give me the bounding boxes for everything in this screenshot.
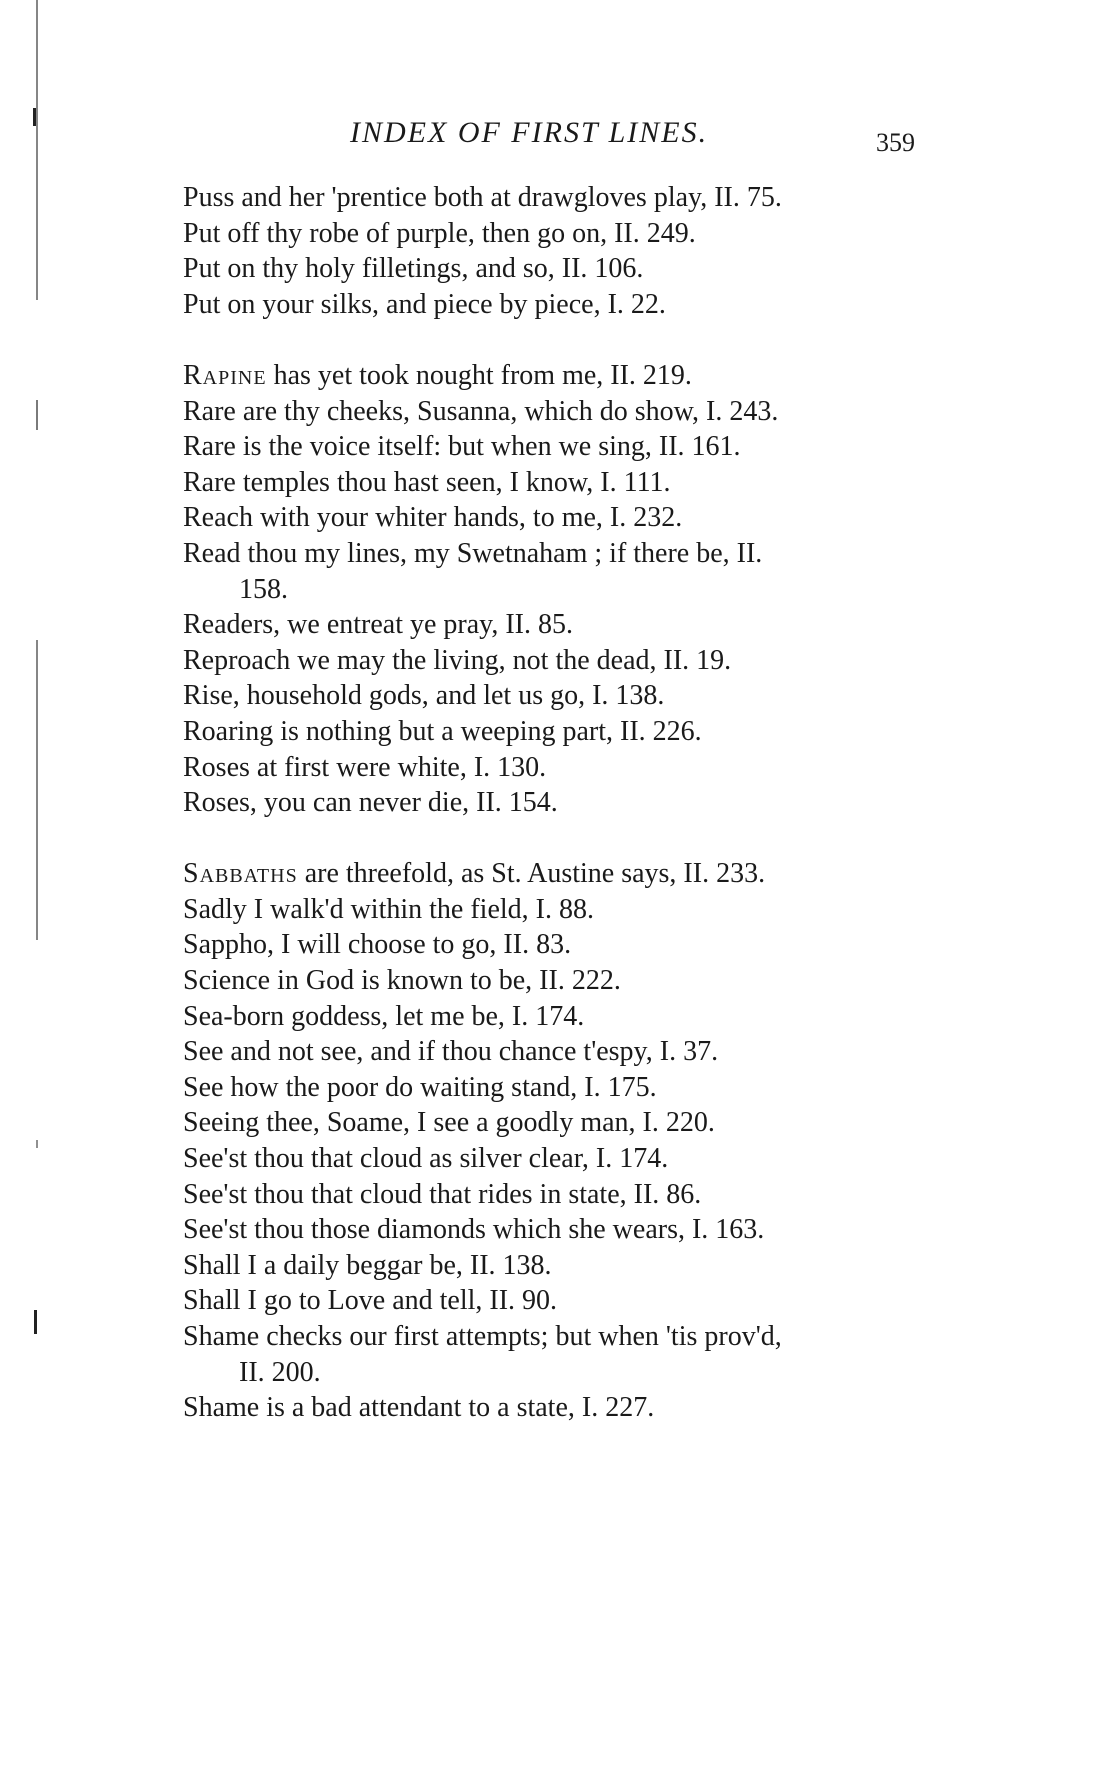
index-entry: Roaring is nothing but a weeping part, II. 226. — [183, 715, 702, 747]
index-entry-continuation: II. 200. — [239, 1356, 321, 1388]
margin-scan-mark — [36, 1140, 38, 1148]
index-entry: Reproach we may the living, not the dead, II. 19. — [183, 644, 732, 676]
margin-scan-mark — [33, 108, 36, 126]
margin-scan-mark — [36, 640, 38, 940]
index-entry: Read thou my lines, my Swetnaham ; if there be, II. — [183, 537, 763, 569]
index-entry: Sadly I walk'd within the field, I. 88. — [183, 893, 594, 925]
index-entry: See'st thou those diamonds which she wears, I. 163. — [183, 1214, 765, 1246]
section-gap — [183, 821, 943, 857]
page-number: 359 — [876, 128, 915, 157]
index-entry: Rise, household gods, and let us go, I. 138. — [183, 680, 665, 712]
entry-lead-word: Sabbaths — [183, 858, 298, 890]
index-entry: Sea-born goddess, let me be, I. 174. — [183, 1000, 585, 1032]
index-entry: Science in God is known to be, II. 222. — [183, 965, 621, 997]
entry-text: are threefold, as St. Austine says, II. 233. — [297, 858, 766, 890]
index-entry: Sappho, I will choose to go, II. 83. — [183, 929, 572, 961]
index-entry — [183, 856, 943, 892]
index-entry: Reach with your whiter hands, to me, I. 232. — [183, 502, 683, 534]
index-entry: Readers, we entreat ye pray, II. 85. — [183, 609, 574, 641]
index-entry: Rare are thy cheeks, Susanna, which do show, I. 243. — [183, 395, 779, 427]
index-entry: Shame checks our first attempts; but when 'tis prov'd, — [183, 1321, 782, 1352]
margin-scan-mark — [34, 1310, 37, 1334]
index-entry: Shall I go to Love and tell, II. 90. — [183, 1285, 558, 1317]
index-entry — [183, 358, 943, 394]
index-entry-continuation: 158. — [239, 573, 288, 605]
index-of-first-lines — [183, 180, 943, 1426]
index-entry: Roses, you can never die, II. 154. — [183, 787, 558, 819]
index-entry: See'st thou that cloud that rides in state, II. 86. — [183, 1178, 702, 1210]
index-entry: Put on your silks, and piece by piece, I. 22. — [183, 288, 666, 320]
index-entry: Rare is the voice itself: but when we sing, II. 161. — [183, 431, 741, 463]
margin-scan-mark — [36, 0, 38, 300]
index-entry: Puss and her 'prentice both at drawgloves play, II. 75. — [183, 182, 782, 213]
entry-text: has yet took nought from me, II. 219. — [266, 359, 692, 391]
index-entry: See how the poor do waiting stand, I. 175. — [183, 1071, 657, 1103]
index-entry: Seeing thee, Soame, I see a goodly man, I. 220. — [183, 1107, 715, 1139]
index-entry: See and not see, and if thou chance t'espy, I. 37. — [183, 1036, 719, 1068]
index-entry: See'st thou that cloud as silver clear, I. 174. — [183, 1143, 669, 1175]
margin-scan-mark — [36, 400, 38, 430]
index-entry: Shall I a daily beggar be, II. 138. — [183, 1249, 552, 1281]
index-entry: Roses at first were white, I. 130. — [183, 751, 547, 783]
section-gap — [183, 322, 943, 358]
index-entry: Rare temples thou hast seen, I know, I. 111. — [183, 466, 671, 498]
index-entry: Shame is a bad attendant to a state, I. 227. — [183, 1392, 655, 1424]
page-title: INDEX OF FIRST LINES. — [350, 116, 709, 149]
index-entry: Put on thy holy filletings, and so, II. 106. — [183, 253, 644, 285]
entry-lead-word: Rapine — [183, 359, 267, 391]
index-entry: Put off thy robe of purple, then go on, II. 249. — [183, 217, 696, 249]
